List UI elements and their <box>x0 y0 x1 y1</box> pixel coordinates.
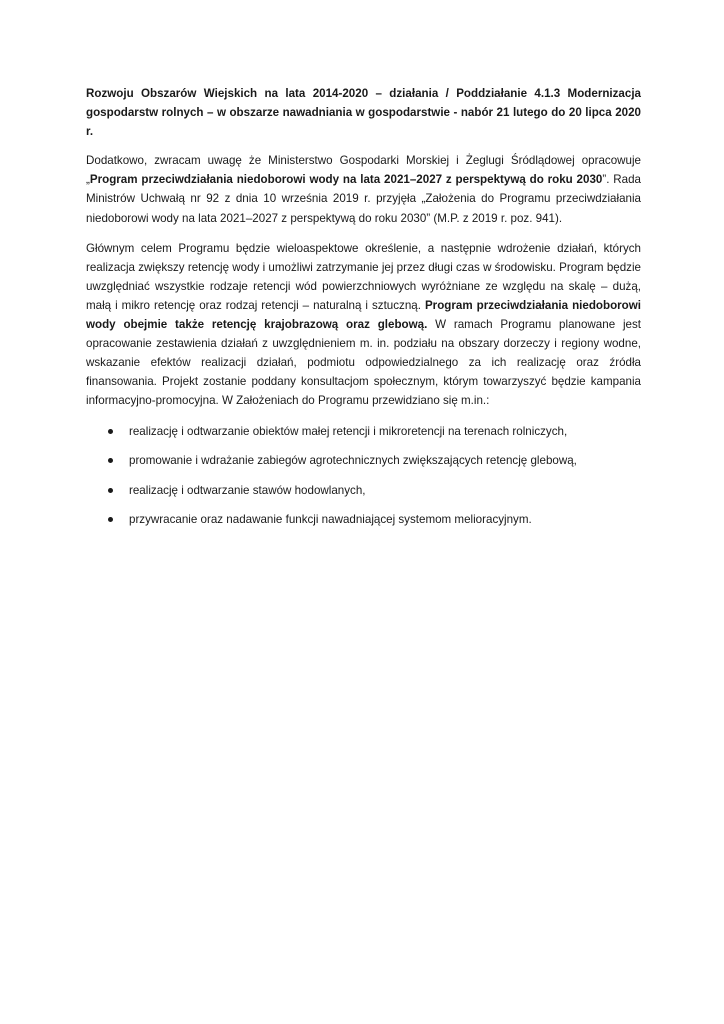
list-item-text: promowanie i wdrażanie zabiegów agrotechnicznych zwiększających retencję glebową, <box>129 454 577 468</box>
list-item <box>86 481 641 500</box>
list-item-text: realizację i odtwarzanie stawów hodowlanych, <box>129 483 366 497</box>
program-title-bold: Program przeciwdziałania niedoborowi wody na lata 2021–2027 z perspektywą do roku 2030 <box>89 173 603 187</box>
list-item-text: przywracanie oraz nadawanie funkcji nawadniającej systemom melioracyjnym. <box>129 513 532 527</box>
paragraph-program-goal <box>86 239 641 411</box>
heading-paragraph: Rozwoju Obszarów Wiejskich na lata 2014-2020 – działania / Poddziałanie 4.1.3 Modernizacja gospodarstw rolnych – w obszarze nawadniania w gospodarstwie - nabór 21 lutego do 20 lipca 2020 r. <box>86 87 641 139</box>
bullet-icon <box>108 458 113 463</box>
bullet-icon <box>108 488 113 493</box>
list-item <box>86 451 641 470</box>
bullet-icon <box>108 517 113 522</box>
measures-bullet-list <box>86 422 641 530</box>
paragraph-ministry-text-start: Dodatkowo, zwracam uwagę że Ministerstwo Gospodarki Morskiej i Żeglugi Śródlądowej opracowuje „ <box>86 154 641 187</box>
paragraph-goal-text-end: W ramach Programu planowane jest opracowanie zestawienia działań z uwzględnieniem m. in. podziału na obszary dorzeczy i regiony wodne, wskazanie efektów realizacji działań, podmiotu odpowiedzialnego za ich realizację oraz źródła finansowania. Projekt zostanie poddany konsultacjom społecznym, którym towarzyszyć będzie kampania informacyjno-promocyjna. W Założeniach do Programu przewidziano się m.in.: <box>86 318 641 408</box>
list-item-text: realizację i odtwarzanie obiektów małej retencji i mikroretencji na terenach rolniczych, <box>129 424 568 438</box>
list-item <box>86 510 641 529</box>
paragraph-ministry-program <box>86 151 641 227</box>
paragraph-goal-text-start: Głównym celem Programu będzie wieloaspektowe określenie, a następnie wdrożenie działań, których realizacja zwiększy retencję wody i umożliwi zatrzymanie jej przez długi czas w środowisku. Program będzie uwzględniać wszystkie rodzaje retencji wód powierzchniowych wyróżniane ze względu na skalę – dużą, małą i mikro retencję oraz rodzaj retencji – naturalną i sztuczną. <box>86 241 641 312</box>
retention-highlight-bold: Program przeciwdziałania niedoborowi wody obejmie także retencję krajobrazową oraz glebową. <box>86 298 641 332</box>
document-page <box>86 84 641 540</box>
paragraph-ministry-text-end: ”. Rada Ministrów Uchwałą nr 92 z dnia 10 września 2019 r. przyjęła „Założenia do Programu przeciwdziałania niedoborowi wody na lata 2021–2027 z perspektywą do roku 2030” (M.P. z 2019 r. poz. 941). <box>86 173 641 225</box>
bullet-icon <box>108 429 113 434</box>
list-item <box>86 422 641 441</box>
